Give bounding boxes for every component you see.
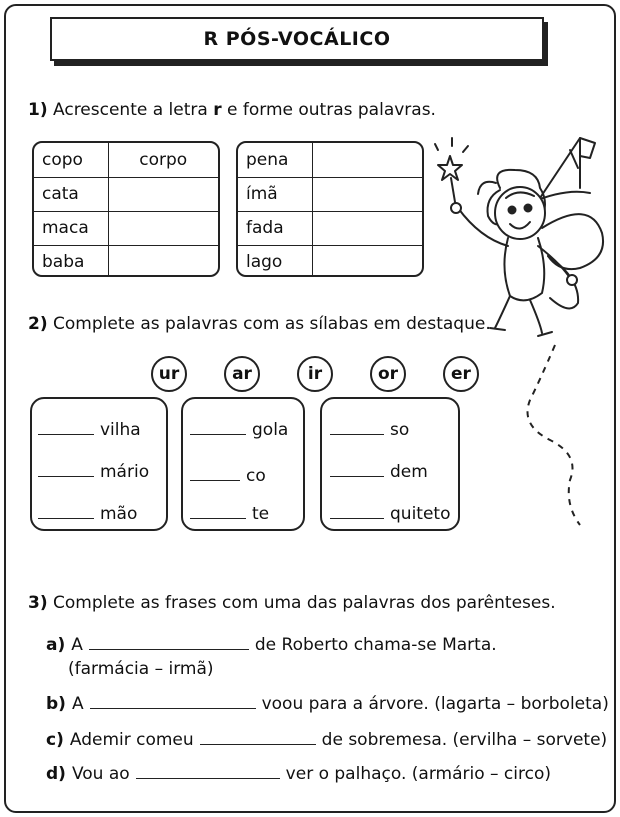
question-1-text-before: Acrescente a letra xyxy=(53,100,214,120)
word-ending: quiteto xyxy=(390,504,451,524)
question-2-number: 2) xyxy=(28,314,48,334)
sentence-a xyxy=(46,635,497,655)
table-row xyxy=(34,143,218,177)
options-text: (farmácia – irmã) xyxy=(68,659,214,679)
question-3 xyxy=(28,593,556,613)
table-row xyxy=(34,177,218,211)
item-label: a) xyxy=(46,635,66,655)
word-cell: ímã xyxy=(238,177,312,211)
word-ending: mão xyxy=(100,504,138,524)
answer-cell[interactable] xyxy=(312,211,422,245)
table-row xyxy=(238,245,422,277)
answer-cell[interactable] xyxy=(108,177,218,211)
answer-blank[interactable] xyxy=(89,649,249,650)
sentence-a-options xyxy=(68,659,214,679)
sentence-text: de sobremesa. (ervilha – sorvete) xyxy=(321,730,608,750)
question-2-text: Complete as palavras com as sílabas em destaque. xyxy=(53,314,491,334)
fill-word xyxy=(38,504,137,524)
answer-cell[interactable]: corpo xyxy=(108,143,218,177)
sentence-text: voou para a árvore. (lagarta – borboleta) xyxy=(261,694,609,714)
answer-cell[interactable] xyxy=(312,245,422,277)
word-table-left xyxy=(32,141,220,277)
table-row xyxy=(238,211,422,245)
word-ending: dem xyxy=(390,462,428,482)
question-1 xyxy=(28,100,436,120)
fill-word xyxy=(190,466,266,486)
page-title: R PÓS-VOCÁLICO xyxy=(203,28,391,50)
syllable-badge: ur xyxy=(151,356,187,392)
word-cell: copo xyxy=(34,143,108,177)
fill-word xyxy=(190,420,288,440)
sentence-text: de Roberto chama-se Marta. xyxy=(254,635,497,655)
fill-word xyxy=(38,420,141,440)
item-label: d) xyxy=(46,764,66,784)
sentence-text: ver o palhaço. (armário – circo) xyxy=(285,764,551,784)
sentence-b xyxy=(46,694,609,714)
syllable-badge: or xyxy=(370,356,406,392)
fill-word xyxy=(330,462,428,482)
word-ending: vilha xyxy=(100,420,141,440)
question-1-text-after: e forme outras palavras. xyxy=(221,100,436,120)
word-cell: pena xyxy=(238,143,312,177)
question-3-text: Complete as frases com uma das palavras dos parênteses. xyxy=(53,593,556,613)
question-3-number: 3) xyxy=(28,593,48,613)
sentence-c xyxy=(46,730,607,750)
word-ending: gola xyxy=(252,420,289,440)
syllable-badge: ir xyxy=(297,356,333,392)
word-cell: cata xyxy=(34,177,108,211)
dashed-trail-decoration xyxy=(520,340,600,530)
answer-blank[interactable] xyxy=(200,744,316,745)
sentence-text: A xyxy=(71,694,84,714)
question-1-number: 1) xyxy=(28,100,48,120)
word-table-right xyxy=(236,141,424,277)
table-row xyxy=(238,143,422,177)
word-ending: so xyxy=(390,420,410,440)
question-1-letter: r xyxy=(213,100,222,120)
word-cell: maca xyxy=(34,211,108,245)
sentence-text: A xyxy=(71,635,83,655)
table-row xyxy=(34,211,218,245)
fill-word xyxy=(330,504,450,524)
answer-cell[interactable] xyxy=(312,177,422,211)
answer-cell[interactable] xyxy=(312,143,422,177)
syllable-badge: ar xyxy=(224,356,260,392)
title-box xyxy=(50,17,544,61)
sentence-text: Vou ao xyxy=(71,764,130,784)
sentence-d xyxy=(46,764,551,784)
word-ending: co xyxy=(246,466,266,486)
fill-word xyxy=(330,420,409,440)
word-cell: fada xyxy=(238,211,312,245)
answer-blank[interactable] xyxy=(136,778,280,779)
word-ending: te xyxy=(252,504,270,524)
star-wand-icon xyxy=(435,138,468,208)
answer-cell[interactable] xyxy=(108,211,218,245)
answer-blank[interactable] xyxy=(90,708,256,709)
table-row xyxy=(34,245,218,277)
item-label: b) xyxy=(46,694,66,714)
sentence-text: Ademir comeu xyxy=(69,730,194,750)
word-ending: mário xyxy=(100,462,150,482)
item-label: c) xyxy=(46,730,64,750)
fill-word xyxy=(190,504,269,524)
word-cell: lago xyxy=(238,245,312,277)
word-cell: baba xyxy=(34,245,108,277)
question-2 xyxy=(28,314,491,334)
syllable-badge: er xyxy=(443,356,479,392)
answer-cell[interactable] xyxy=(108,245,218,277)
table-row xyxy=(238,177,422,211)
fill-word xyxy=(38,462,149,482)
